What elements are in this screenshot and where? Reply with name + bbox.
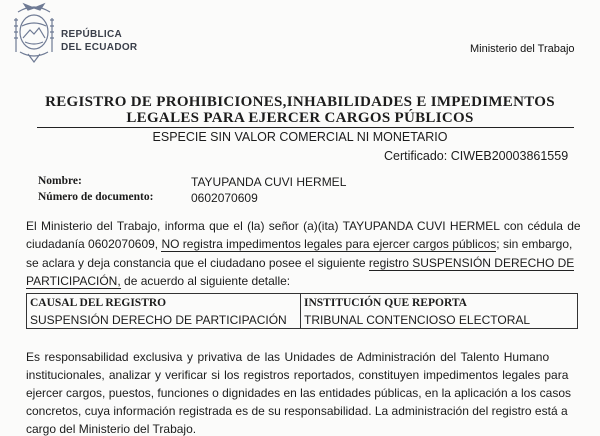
ecuador-coat-of-arms-icon	[8, 2, 60, 64]
document-number-label: Número de documento:	[38, 191, 154, 203]
certificate-number	[384, 149, 568, 163]
document-title-line2: LEGALES PARA EJERCER CARGOS PÚBLICOS	[126, 110, 474, 126]
paragraph1-line2	[26, 237, 572, 251]
paragraph1-line3	[26, 256, 574, 270]
table-cell-institution: TRIBUNAL CONTENCIOSO ELECTORAL	[304, 313, 531, 327]
table-cell-cause: SUSPENSIÓN DERECHO DE PARTICIPACIÓN	[30, 313, 287, 327]
paragraph1-text: ; sin embargo,	[496, 237, 573, 251]
paragraph1-text: de acuerdo al siguiente detalle:	[120, 274, 291, 288]
table-header-cause: CAUSAL DEL REGISTRO	[30, 297, 167, 309]
paragraph2-line2: institucionales, analizar y verificar si los registros reportados, constituyen impedimentos legales para	[26, 368, 569, 382]
paragraph1-text: se aclara y deja constancia que el ciudadano posee el siguiente	[26, 256, 369, 270]
paragraph2-line4: concretos, cuya información registrada es de su responsabilidad. La administración del registro está a	[26, 404, 568, 418]
paragraph1-line1: El Ministerio del Trabajo, informa que el (la) señor (a)(ita) TAYUPANDA CUVI HERMEL con cédula de	[26, 219, 581, 233]
registro-statement: registro SUSPENSIÓN DERECHO DE	[368, 256, 575, 270]
document-number-value: 0602070609	[191, 191, 258, 205]
certificate-value: CIWEB20003861559	[450, 149, 569, 163]
paragraph1-line4	[26, 274, 290, 288]
country-name-line1: REPÚBLICA	[61, 29, 123, 40]
ministry-name: Ministerio del Trabajo	[470, 43, 575, 55]
table-header-institution: INSTITUCIÓN QUE REPORTA	[304, 297, 467, 309]
country-name-line2: DEL ECUADOR	[61, 42, 138, 53]
name-label: Nombre:	[38, 175, 82, 187]
no-impediments-statement: NO registra impedimentos legales para ejercer cargos públicos	[161, 237, 497, 251]
paragraph1-text: ciudadanía 0602070609,	[26, 237, 159, 251]
table-column-divider	[300, 293, 301, 329]
paragraph2-line1: Es responsabilidad exclusiva y privativa de las Unidades de Administración del Talento Humano	[26, 350, 550, 364]
document-subtitle: ESPECIE SIN VALOR COMERCIAL NI MONETARIO	[152, 130, 448, 144]
registro-statement-end: PARTICIPACIÓN,	[26, 274, 121, 288]
certificate-label: Certificado:	[384, 149, 448, 163]
name-value: TAYUPANDA CUVI HERMEL	[191, 175, 347, 189]
paragraph2-line3: ejercer cargos, puestos, funciones o dignidades en las entidades públicas, en la aplicación a los casos	[26, 386, 572, 400]
paragraph2-line5: cargo del Ministerio del Trabajo.	[26, 422, 197, 436]
title-rule	[37, 127, 574, 128]
document-title-line1: REGISTRO DE PROHIBICIONES,INHABILIDADES E IMPEDIMENTOS	[45, 94, 555, 110]
